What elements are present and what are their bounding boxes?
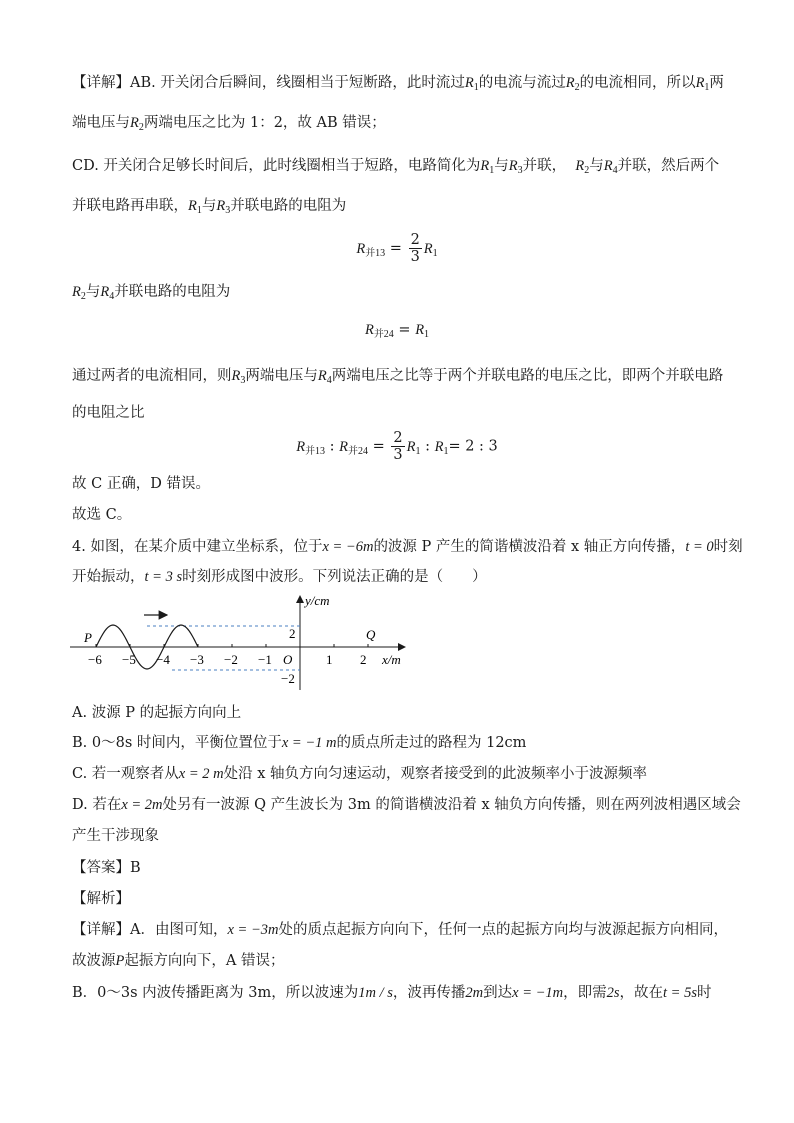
explain-cd-text: 并联电路的电阻为 bbox=[114, 284, 231, 300]
source-p-label: P bbox=[84, 630, 92, 645]
explain-ab-line-2 bbox=[72, 113, 386, 133]
symbol-r1: $R_1$ bbox=[464, 75, 479, 93]
question4-line-2 bbox=[72, 567, 487, 587]
symbol-r3: $R_3$ bbox=[216, 198, 231, 216]
origin-label: O bbox=[283, 652, 293, 667]
answer-label: 【答案】B bbox=[72, 860, 141, 876]
x-tick-label: −3 bbox=[190, 652, 204, 667]
option-c-text: 处沿 x 轴负方向匀速运动，观察者接受到的此波频率小于波源频率 bbox=[223, 766, 648, 782]
symbol-r4: $R_4$ bbox=[603, 158, 618, 176]
detail-a-line-1 bbox=[72, 920, 728, 940]
explain-cd-text: 与 bbox=[201, 198, 217, 214]
option-a: A. 波源 P 的起振方向向上 bbox=[72, 705, 242, 721]
detail-text: 故波源 bbox=[72, 953, 116, 969]
option-b bbox=[72, 733, 526, 753]
detail-text: 处的质点起振方向向下，任何一点的起振方向均与波源起振方向相同， bbox=[278, 922, 728, 938]
detail-b-line-1 bbox=[72, 983, 712, 1003]
detail-text: ，即需 bbox=[563, 985, 607, 1001]
question4-text: 开始振动， bbox=[72, 569, 145, 585]
explain-cd-text: CD. 开关闭合足够长时间后，此时线圈相当于短路，电路简化为 bbox=[72, 158, 481, 174]
answer-c: 故选 C。 bbox=[72, 507, 132, 523]
detail-math: P bbox=[115, 953, 125, 969]
question4-math: x = −6m bbox=[322, 539, 374, 555]
x-tick-label: −2 bbox=[224, 652, 238, 667]
x-axis-label: x/m bbox=[382, 652, 401, 667]
explain-cd-text: 两端电压与 bbox=[245, 368, 318, 384]
explain-ab-text: 的电流相同，所以 bbox=[579, 75, 696, 91]
option-d-line-1 bbox=[72, 795, 741, 815]
detail-math: 1m / s bbox=[358, 985, 393, 1001]
symbol-r1: $R_1$ bbox=[480, 158, 495, 176]
symbol-r1: $R_1$ bbox=[695, 75, 710, 93]
question4-text: 的波源 P 产生的简谐横波沿着 x 轴正方向传播， bbox=[373, 539, 686, 555]
symbol-r3: $R_3$ bbox=[508, 158, 523, 176]
detail-text: ，波再传播 bbox=[392, 985, 466, 1001]
equation-r13: $R_{并13}$ = $\frac{2}{3}$ $R_1$ bbox=[356, 232, 438, 265]
explain-cd-text: 通过两者的电流相同，则 bbox=[72, 368, 232, 384]
explain-ab-line-1 bbox=[72, 73, 724, 93]
question4-text: 时刻形成图中波形。下列说法正确的是（ ） bbox=[182, 569, 487, 585]
explain-cd-text: 并联电路再串联， bbox=[72, 198, 188, 214]
x-tick-label: −5 bbox=[122, 652, 136, 667]
conclusion-cd: 故 C 正确，D 错误。 bbox=[72, 476, 211, 492]
detail-math: t = 5s bbox=[663, 985, 697, 1001]
symbol-r2: $R_2$ bbox=[72, 284, 86, 302]
symbol-r4: $R_4$ bbox=[100, 284, 115, 302]
explain-cd-text: 的电阻之比 bbox=[72, 405, 145, 421]
detail-text: 时 bbox=[697, 985, 712, 1001]
option-d-text: 处另有一波源 Q 产生波长为 3m 的简谐横波沿着 x 轴负方向传播，则在两列波相遇区域会 bbox=[162, 797, 741, 813]
explain-cd-text: 并联电路的电阻为 bbox=[230, 198, 347, 214]
detail-text: ，故在 bbox=[619, 985, 664, 1001]
detail-a-line-2 bbox=[72, 951, 284, 971]
x-tick-label: 2 bbox=[360, 652, 367, 667]
option-b-text: B. 0～8s 时间内，平衡位置位于 bbox=[72, 735, 282, 751]
x-tick-label: 1 bbox=[326, 652, 333, 667]
explain-cd-text: 与 bbox=[85, 284, 101, 300]
detail-math: x = −1m bbox=[512, 985, 564, 1001]
x-tick-label: −4 bbox=[156, 652, 170, 667]
option-d-text: D. 若在 bbox=[72, 797, 122, 813]
option-b-text: 的质点所走过的路程为 12cm bbox=[336, 735, 527, 751]
option-d-math: x = 2m bbox=[121, 797, 163, 813]
symbol-r2: $R_2$ bbox=[575, 158, 590, 176]
source-q-label: Q bbox=[366, 627, 376, 642]
y-axis-label: y/cm bbox=[305, 593, 330, 608]
explain-ab-text: 端电压与 bbox=[72, 115, 130, 131]
option-c-text: C. 若一观察者从 bbox=[72, 766, 179, 782]
option-b-math: x = −1 m bbox=[281, 735, 337, 751]
detail-math: x = −3m bbox=[227, 922, 279, 938]
symbol-r2: $R_2$ bbox=[130, 115, 144, 133]
explain-ab-text: 两 bbox=[709, 75, 724, 91]
detail-text: 【详解】A．由图可知， bbox=[72, 922, 228, 938]
question4-text: 时刻 bbox=[713, 539, 743, 555]
analysis-label: 【解析】 bbox=[72, 891, 130, 907]
explain-cd-text: 并联， bbox=[522, 158, 567, 174]
x-tick-label: −6 bbox=[88, 652, 102, 667]
symbol-r1: $R_1$ bbox=[188, 198, 202, 216]
detail-math: 2m bbox=[465, 985, 484, 1001]
detail-text: 到达 bbox=[483, 985, 513, 1001]
explain-ab-text: 的电流与流过 bbox=[478, 75, 566, 91]
symbol-r4: $R_4$ bbox=[317, 368, 332, 386]
y-tick-neg2: −2 bbox=[281, 671, 295, 686]
explain-ab-text: 两端电压之比为 1：2，故 AB 错误； bbox=[143, 115, 386, 131]
question4-text: 4. 如图，在某介质中建立坐标系，位于 bbox=[72, 539, 323, 555]
explain-cd-line-2 bbox=[72, 196, 346, 216]
question4-math: t = 0 bbox=[685, 539, 714, 555]
wave-figure bbox=[60, 590, 420, 695]
symbol-r3: $R_3$ bbox=[231, 368, 246, 386]
y-tick-2: 2 bbox=[289, 626, 296, 641]
option-c-math: x = 2 m bbox=[178, 766, 224, 782]
x-tick-label: −1 bbox=[258, 652, 272, 667]
explain-cd-line-1 bbox=[72, 156, 719, 176]
explain-cd-line-3 bbox=[72, 282, 230, 302]
explain-cd-text: 并联，然后两个 bbox=[617, 158, 720, 174]
question4-line-1 bbox=[72, 537, 743, 557]
symbol-r2: $R_2$ bbox=[565, 75, 580, 93]
explain-cd-text: 两端电压之比等于两个并联电路的电压之比，即两个并联电路 bbox=[331, 368, 724, 384]
detail-text: 起振方向向下，A 错误； bbox=[124, 953, 285, 969]
detail-text: B．0～3s 内波传播距离为 3m，所以波速为 bbox=[72, 985, 359, 1001]
option-d-line-2: 产生干涉现象 bbox=[72, 828, 159, 844]
option-c bbox=[72, 764, 647, 784]
equation-r24: $R_{并24} = R_1$ bbox=[364, 322, 430, 340]
explain-ab-text: 【详解】AB. 开关闭合后瞬间，线圈相当于短断路，此时流过 bbox=[72, 75, 465, 91]
question4-math: t = 3 s bbox=[144, 569, 183, 585]
equation-ratio: $R_{并13}$ : $R_{并24}$ = $\frac{2}{3}$ $R_1$ : $R_1= 2$ : 3 bbox=[296, 430, 498, 463]
explain-cd-line-4 bbox=[72, 366, 723, 386]
explain-cd-line-5 bbox=[72, 403, 145, 423]
explain-cd-text: 与 bbox=[494, 158, 509, 174]
detail-math: 2s bbox=[606, 985, 620, 1001]
explain-cd-text: 与 bbox=[589, 158, 604, 174]
